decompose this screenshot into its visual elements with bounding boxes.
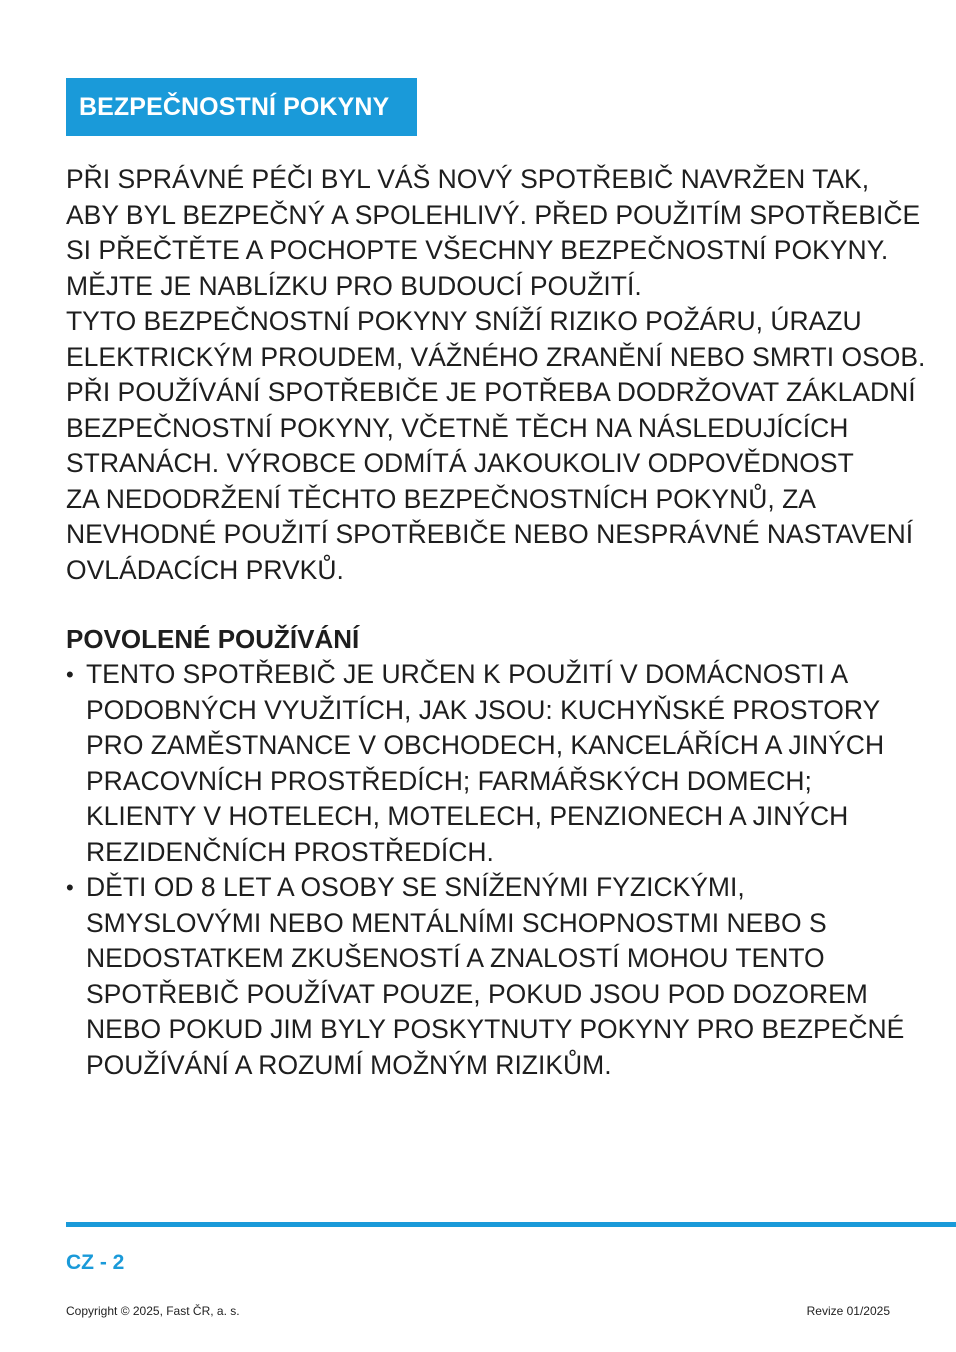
footer-divider — [66, 1222, 956, 1227]
list-item-line: TENTO SPOTŘEBIČ JE URČEN K POUŽITÍ V DOMÁCNOSTI A — [86, 659, 849, 689]
list-item — [66, 870, 926, 1083]
intro-line: OVLÁDACÍCH PRVKŮ. — [66, 554, 344, 585]
permitted-use-list — [66, 657, 926, 1083]
list-item-line: SMYSLOVÝMI NEBO MENTÁLNÍMI SCHOPNOSTMI NEBO S — [86, 907, 827, 938]
intro-line: STRANÁCH. VÝROBCE ODMÍTÁ JAKOUKOLIV ODPOVĚDNOST — [66, 448, 854, 478]
copyright-text: Copyright © 2025, Fast ČR, a. s. — [66, 1304, 240, 1318]
intro-line: SI PŘEČTĚTE A POCHOPTE VŠECHNY BEZPEČNOSTNÍ POKYNY. — [66, 235, 889, 265]
list-item-line: NEBO POKUD JIM BYLY POSKYTNUTY POKYNY PRO BEZPEČNÉ — [86, 1014, 905, 1044]
intro-line: ZA NEDODRŽENÍ TĚCHTO BEZPEČNOSTNÍCH POKYNŮ, ZA — [66, 483, 816, 514]
list-item-line: PODOBNÝCH VYUŽITÍCH, JAK JSOU: KUCHYŇSKÉ PROSTORY — [86, 694, 881, 725]
intro-line: PŘI SPRÁVNÉ PÉČI BYL VÁŠ NOVÝ SPOTŘEBIČ NAVRŽEN TAK, — [66, 164, 870, 194]
intro-line: BEZPEČNOSTNÍ POKYNY, VČETNĚ TĚCH NA NÁSLEDUJÍCÍCH — [66, 412, 849, 443]
revision-text: Revize 01/2025 — [806, 1304, 890, 1318]
bullet-icon: • — [66, 662, 74, 687]
intro-line: TYTO BEZPEČNOSTNÍ POKYNY SNÍŽÍ RIZIKO POŽÁRU, ÚRAZU — [66, 306, 862, 336]
list-item-line: SPOTŘEBIČ POUŽÍVAT POUZE, POKUD JSOU POD DOZOREM — [86, 978, 868, 1009]
intro-paragraph — [66, 162, 926, 588]
section-header-banner: BEZPEČNOSTNÍ POKYNY — [66, 78, 417, 136]
intro-line: ABY BYL BEZPEČNÝ A SPOLEHLIVÝ. PŘED POUŽITÍM SPOTŘEBIČE — [66, 199, 921, 230]
list-item-line: NEDOSTATKEM ZKUŠENOSTÍ A ZNALOSTÍ MOHOU TENTO — [86, 943, 825, 973]
list-item-line: POUŽÍVÁNÍ A ROZUMÍ MOŽNÝM RIZIKŮM. — [86, 1049, 612, 1080]
page-number: CZ - 2 — [66, 1251, 125, 1274]
intro-line: MĚJTE JE NABLÍZKU PRO BUDOUCÍ POUŽITÍ. — [66, 270, 642, 301]
list-item-line: KLIENTY V HOTELECH, MOTELECH, PENZIONECH A JINÝCH — [86, 801, 849, 831]
intro-line: ELEKTRICKÝM PROUDEM, VÁŽNÉHO ZRANĚNÍ NEBO SMRTI OSOB. — [66, 341, 926, 372]
permitted-use-heading: POVOLENÉ POUŽÍVÁNÍ — [66, 624, 360, 654]
list-item-line: REZIDENČNÍCH PROSTŘEDÍCH. — [86, 836, 494, 867]
list-item-line: PRACOVNÍCH PROSTŘEDÍCH; FARMÁŘSKÝCH DOMECH; — [86, 765, 812, 796]
list-item — [66, 657, 926, 870]
intro-line: NEVHODNÉ POUŽITÍ SPOTŘEBIČE NEBO NESPRÁVNÉ NASTAVENÍ — [66, 519, 914, 549]
bullet-icon: • — [66, 875, 74, 900]
list-item-line: PRO ZAMĚSTNANCE V OBCHODECH, KANCELÁŘÍCH A JINÝCH — [86, 730, 885, 760]
intro-line: PŘI POUŽÍVÁNÍ SPOTŘEBIČE JE POTŘEBA DODRŽOVAT ZÁKLADNÍ — [66, 377, 916, 407]
list-item-line: DĚTI OD 8 LET A OSOBY SE SNÍŽENÝMI FYZICKÝMI, — [86, 872, 745, 902]
